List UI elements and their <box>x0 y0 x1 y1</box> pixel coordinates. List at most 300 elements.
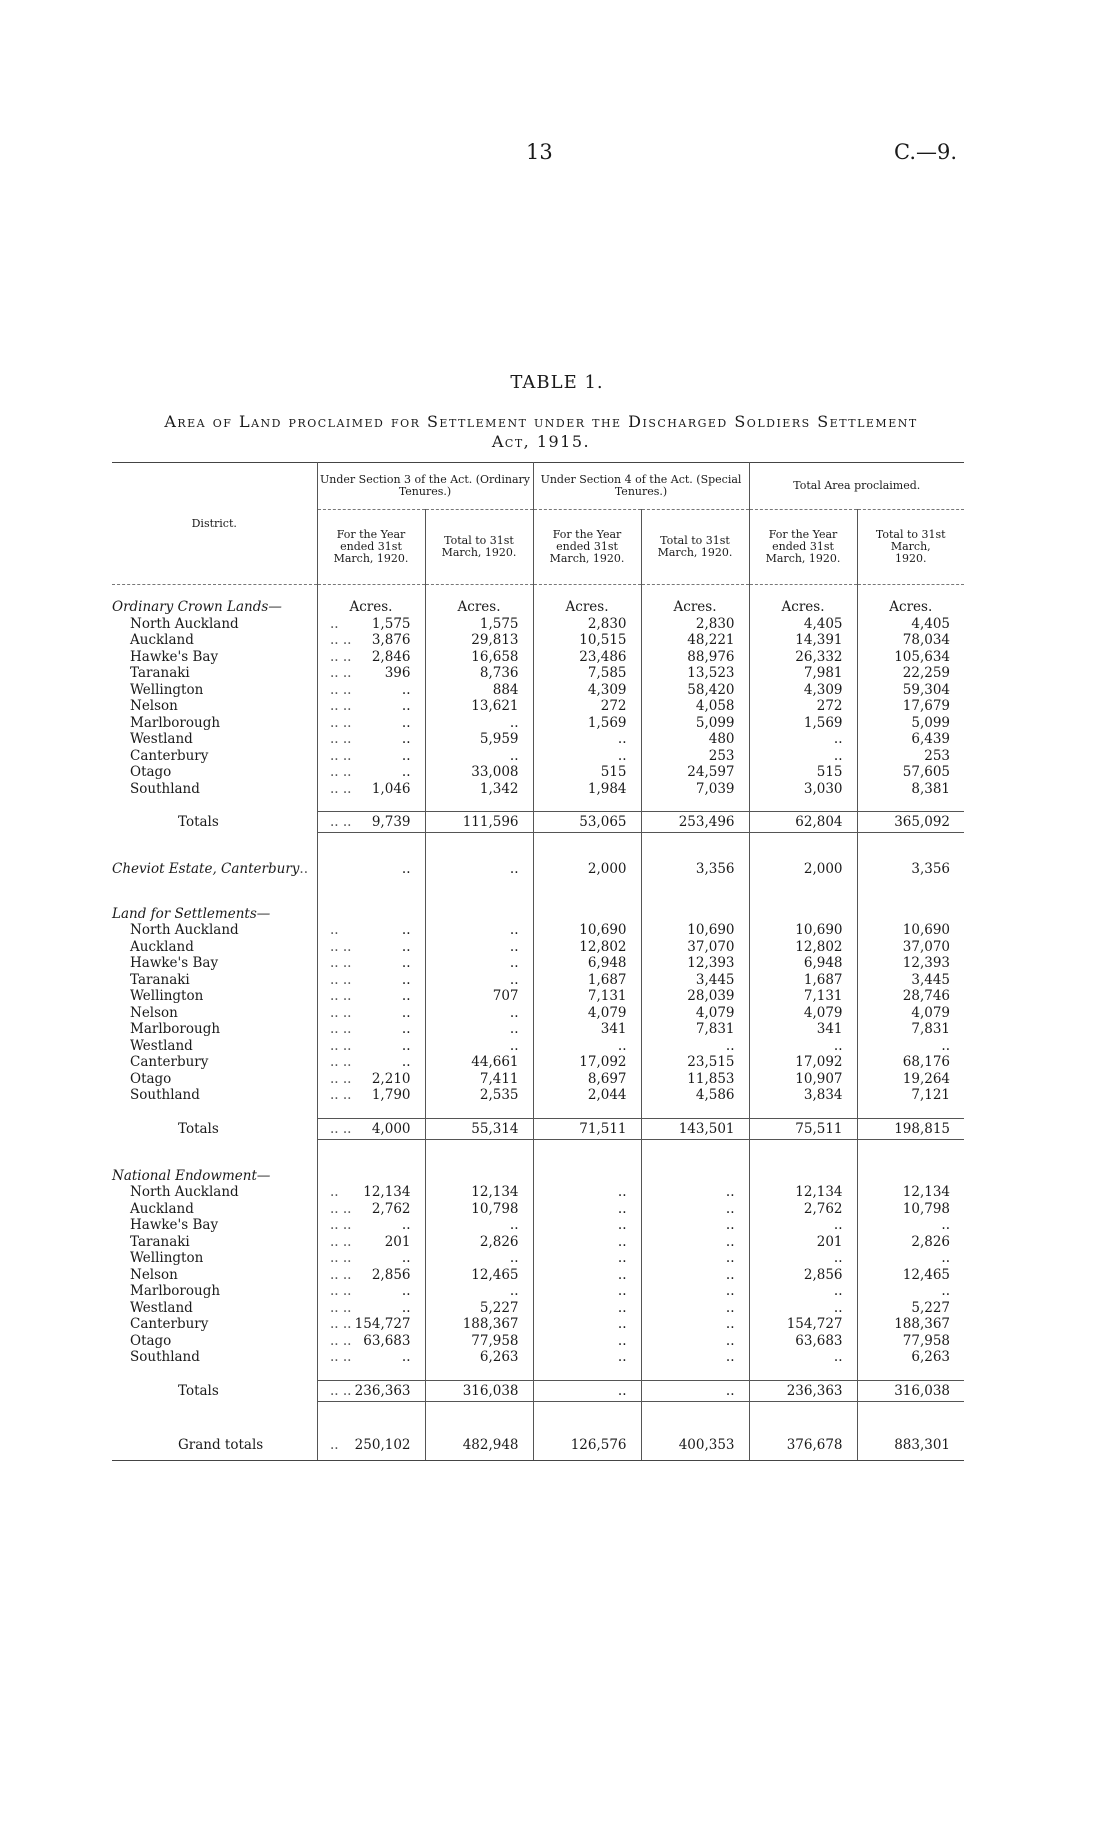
district-cell <box>112 1070 352 1088</box>
value-cell: 10,690 <box>749 922 857 939</box>
spacer-cell <box>641 797 749 812</box>
spacer-cell <box>641 833 749 848</box>
header-year-ended: For the Year ended 31st March, 1920. <box>749 510 857 585</box>
value-cell: 1,687 <box>533 972 641 989</box>
header-total-to: Total to 31st March, 1920. <box>425 510 533 585</box>
value-cell: 7,831 <box>641 1021 749 1038</box>
value-cell: .. <box>533 1217 641 1234</box>
value-cell: 4,586 <box>641 1087 749 1104</box>
value-cell: 26,332 <box>749 649 857 666</box>
value-cell: 4,405 <box>749 616 857 633</box>
district-cell <box>112 764 352 781</box>
value-cell: 12,802 <box>749 939 857 956</box>
leader-dots: .. .. <box>330 1332 352 1349</box>
district-name: Nelson <box>130 1004 178 1021</box>
district-cell <box>112 922 339 939</box>
grand-total-value-cell: 250,102 <box>317 1430 425 1461</box>
leader-dots: .. .. <box>330 731 352 747</box>
value-cell: 341 <box>749 1021 857 1038</box>
spacer-cell <box>533 1154 641 1168</box>
spacer-cell <box>533 585 641 600</box>
value-cell: 5,099 <box>857 715 964 732</box>
district-cell <box>112 1316 352 1333</box>
leader-dots: .. .. <box>330 971 352 988</box>
value-cell: 4,309 <box>749 682 857 699</box>
table-row <box>112 682 964 699</box>
total-value-cell: 111,596 <box>425 812 533 833</box>
table-row <box>112 972 964 989</box>
value-cell: 10,690 <box>857 922 964 939</box>
total-value-cell: 4,000 <box>317 1118 425 1139</box>
leader-dots: .. .. <box>330 1250 352 1266</box>
spacer-cell <box>641 1401 749 1416</box>
table-row <box>112 1054 964 1071</box>
spacer-row <box>112 797 964 812</box>
spacer-cell <box>533 833 641 848</box>
district-name: Otago <box>130 764 172 780</box>
total-value-cell: 253,496 <box>641 812 749 833</box>
value-cell: .. <box>641 1267 749 1284</box>
unit-label: Acres. <box>749 599 857 616</box>
total-value-cell: 71,511 <box>533 1118 641 1139</box>
value-cell: .. <box>317 988 425 1005</box>
value-cell: 272 <box>533 698 641 715</box>
spacer-cell <box>857 1416 964 1430</box>
value-cell: .. <box>317 1054 425 1071</box>
district-name: Westland <box>130 1037 193 1054</box>
grand-total-value-cell: 376,678 <box>749 1430 857 1461</box>
value-cell: .. <box>317 731 425 748</box>
spacer-cell <box>533 1401 641 1416</box>
totals-label-cell <box>112 1118 352 1139</box>
value-cell: .. <box>749 1250 857 1267</box>
value-cell: 1,342 <box>425 781 533 798</box>
leader-dots: .. .. <box>330 1021 352 1037</box>
district-cell <box>112 1233 352 1251</box>
empty-cell <box>425 1168 533 1185</box>
value-cell: .. <box>425 1021 533 1038</box>
table-row <box>112 939 964 956</box>
district-name: Wellington <box>130 681 204 698</box>
value-cell: .. <box>641 1300 749 1317</box>
spacer-cell <box>533 892 641 906</box>
table-row <box>112 1038 964 1055</box>
value-cell: 48,221 <box>641 632 749 649</box>
spacer-cell <box>533 797 641 812</box>
value-cell: .. <box>425 1250 533 1267</box>
value-cell: 10,798 <box>857 1201 964 1218</box>
leader-dots: .. .. <box>330 764 352 780</box>
spacer-cell <box>857 1401 964 1416</box>
table-row <box>112 1267 964 1284</box>
value-cell: 7,121 <box>857 1087 964 1104</box>
district-cell <box>112 1217 352 1234</box>
value-cell: .. <box>749 731 857 748</box>
leader-dots: .. <box>330 615 339 632</box>
district-cell <box>112 780 352 798</box>
value-cell: .. <box>749 1283 857 1300</box>
value-cell: .. <box>425 1038 533 1055</box>
spacer-cell <box>641 1416 749 1430</box>
value-cell: 105,634 <box>857 649 964 666</box>
value-cell: .. <box>533 1283 641 1300</box>
empty-cell <box>749 1168 857 1185</box>
spacer-cell <box>317 833 425 848</box>
value-cell: 253 <box>857 748 964 765</box>
header-total-to: Total to 31st March, 1920. <box>641 510 749 585</box>
value-cell: 707 <box>425 988 533 1005</box>
value-cell: 6,263 <box>857 1349 964 1366</box>
spacer-cell <box>112 1401 317 1416</box>
value-cell: 2,856 <box>749 1267 857 1284</box>
value-cell: .. <box>317 1283 425 1300</box>
header-group-total: Total Area proclaimed. <box>749 463 964 510</box>
value-cell: 12,134 <box>317 1184 425 1201</box>
district-name: Canterbury <box>130 1316 209 1332</box>
total-value-cell: 236,363 <box>317 1380 425 1401</box>
empty-cell <box>317 1168 425 1185</box>
value-cell: 12,393 <box>641 955 749 972</box>
value-cell: 6,948 <box>533 955 641 972</box>
value-cell: 12,465 <box>857 1267 964 1284</box>
value-cell: 3,030 <box>749 781 857 798</box>
district-name: Hawke's Bay <box>130 1217 219 1233</box>
district-name: Southland <box>130 1349 200 1365</box>
district-name: Taranaki <box>130 971 190 988</box>
spacer-cell <box>317 1154 425 1168</box>
value-cell: 1,687 <box>749 972 857 989</box>
spacer-cell <box>533 1416 641 1430</box>
spacer-row <box>112 1139 964 1154</box>
spacer-cell <box>641 878 749 892</box>
leader-dots: .. .. <box>330 665 352 681</box>
value-cell: 13,621 <box>425 698 533 715</box>
unit-label: Acres. <box>533 599 641 616</box>
spacer-cell <box>641 892 749 906</box>
district-name: Southland <box>130 1087 200 1103</box>
district-name: Taranaki <box>130 1233 190 1250</box>
total-value-cell: 75,511 <box>749 1118 857 1139</box>
spacer-cell <box>749 1401 857 1416</box>
value-cell: .. <box>641 1217 749 1234</box>
spacer-row <box>112 1366 964 1381</box>
value-cell: .. <box>533 1300 641 1317</box>
value-cell: 480 <box>641 731 749 748</box>
spacer-cell <box>749 847 857 861</box>
spacer-cell <box>317 892 425 906</box>
spacer-row <box>112 892 964 906</box>
district-name: Westland <box>130 1299 193 1316</box>
spacer-row <box>112 833 964 848</box>
spacer-cell <box>749 1366 857 1381</box>
value-cell: 10,798 <box>425 1201 533 1218</box>
leader-dots: .. .. <box>330 955 352 971</box>
value-cell: 5,227 <box>425 1300 533 1317</box>
spacer-cell <box>857 1139 964 1154</box>
value-cell: 63,683 <box>317 1333 425 1350</box>
district-name: Nelson <box>130 698 178 714</box>
settlement-table <box>112 462 964 1461</box>
district-cell <box>112 1349 352 1366</box>
leader-dots: .. .. <box>330 938 352 955</box>
header-year-ended: For the Year ended 31st March, 1920. <box>533 510 641 585</box>
value-cell: .. <box>425 715 533 732</box>
totals-label-cell <box>112 1380 352 1401</box>
table-subtitle-line-1: Area of Land proclaimed for Settlement under the Discharged Soldiers Settlement <box>164 412 918 431</box>
header-group-section3: Under Section 3 of the Act. (Ordinary Tenures.) <box>317 463 533 510</box>
district-name: Southland <box>130 780 200 797</box>
district-cell <box>112 1332 352 1350</box>
spacer-cell <box>857 1366 964 1381</box>
value-cell: 17,092 <box>749 1054 857 1071</box>
spacer-cell <box>112 585 317 600</box>
spacer-cell <box>749 892 857 906</box>
table-row <box>112 698 964 715</box>
table-row <box>112 764 964 781</box>
district-name: Wellington <box>130 988 204 1004</box>
spacer-cell <box>641 585 749 600</box>
value-cell: 201 <box>317 1234 425 1251</box>
value-cell: .. <box>425 972 533 989</box>
district-name: Marlborough <box>130 714 221 731</box>
leader-dots: .. .. <box>330 648 352 665</box>
table-row <box>112 1250 964 1267</box>
district-cell <box>112 955 352 972</box>
value-cell: 11,853 <box>641 1071 749 1088</box>
section-label: Cheviot Estate, Canterbury <box>112 861 300 877</box>
district-cell <box>112 988 352 1005</box>
spacer-row <box>112 585 964 600</box>
value-cell: 515 <box>749 764 857 781</box>
table-row <box>112 649 964 666</box>
value-cell: 201 <box>749 1234 857 1251</box>
value-cell: .. <box>749 748 857 765</box>
unit-label: Acres. <box>425 599 533 616</box>
value-cell: 19,264 <box>857 1071 964 1088</box>
leader-dots: .. .. <box>330 780 352 797</box>
district-cell <box>112 747 352 765</box>
district-cell <box>112 1004 352 1022</box>
leader-dots: .. .. <box>330 1349 352 1365</box>
spacer-cell <box>112 878 317 892</box>
value-cell: 2,762 <box>749 1201 857 1218</box>
value-cell: 12,393 <box>857 955 964 972</box>
empty-cell <box>857 1168 964 1185</box>
spacer-row <box>112 1416 964 1430</box>
district-cell <box>112 1054 352 1071</box>
spacer-cell <box>112 1104 317 1119</box>
value-cell: 63,683 <box>749 1333 857 1350</box>
district-name: Westland <box>130 731 193 747</box>
value-cell: 154,727 <box>749 1316 857 1333</box>
value-cell: 396 <box>317 665 425 682</box>
value-cell: 8,381 <box>857 781 964 798</box>
spacer-cell <box>641 1366 749 1381</box>
value-cell: 6,439 <box>857 731 964 748</box>
unit-label: Acres. <box>857 599 964 616</box>
table-row <box>112 922 964 939</box>
value-cell: 4,405 <box>857 616 964 633</box>
value-cell: .. <box>857 1217 964 1234</box>
value-cell: 5,099 <box>641 715 749 732</box>
leader-dots: .. .. <box>330 814 352 830</box>
total-value-cell: 365,092 <box>857 812 964 833</box>
district-cell <box>112 648 352 666</box>
value-cell: 78,034 <box>857 632 964 649</box>
value-cell: 2,830 <box>641 616 749 633</box>
value-cell: 7,411 <box>425 1071 533 1088</box>
value-cell: 77,958 <box>857 1333 964 1350</box>
spacer-cell <box>112 1139 317 1154</box>
spacer-row <box>112 1104 964 1119</box>
spacer-cell <box>641 847 749 861</box>
value-cell: 12,465 <box>425 1267 533 1284</box>
district-cell <box>112 615 339 633</box>
value-cell: .. <box>641 1184 749 1201</box>
table-row <box>112 632 964 649</box>
value-cell: .. <box>317 764 425 781</box>
total-value-cell: .. <box>533 1380 641 1401</box>
value-cell: 2,044 <box>533 1087 641 1104</box>
value-cell: .. <box>317 955 425 972</box>
value-cell: 188,367 <box>425 1316 533 1333</box>
district-name: North Auckland <box>130 1184 239 1200</box>
district-cell <box>112 714 352 732</box>
spacer-cell <box>317 1366 425 1381</box>
spacer-cell <box>857 797 964 812</box>
table-body <box>112 585 964 1461</box>
value-cell: 272 <box>749 698 857 715</box>
header-year-ended: For the Year ended 31st March, 1920. <box>317 510 425 585</box>
district-name: Nelson <box>130 1266 178 1283</box>
spacer-cell <box>533 1139 641 1154</box>
value-cell: 33,008 <box>425 764 533 781</box>
spacer-cell <box>641 1139 749 1154</box>
leader-dots: .. .. <box>330 1382 352 1399</box>
value-cell: 22,259 <box>857 665 964 682</box>
section-label: National Endowment— <box>112 1167 271 1184</box>
value-cell: 6,263 <box>425 1349 533 1366</box>
unit-label: Acres. <box>641 599 749 616</box>
empty-cell <box>749 906 857 923</box>
value-cell: 2,826 <box>857 1234 964 1251</box>
document-reference: C.—9. <box>894 140 958 164</box>
value-cell: .. <box>425 861 533 878</box>
grand-total-value-cell: 482,948 <box>425 1430 533 1461</box>
empty-cell <box>533 1168 641 1185</box>
spacer-cell <box>112 892 317 906</box>
value-cell: .. <box>425 1283 533 1300</box>
totals-row <box>112 1380 964 1401</box>
value-cell: 12,134 <box>749 1184 857 1201</box>
value-cell: .. <box>317 1021 425 1038</box>
leader-dots: .. .. <box>330 1070 352 1087</box>
spacer-cell <box>425 833 533 848</box>
value-cell: .. <box>641 1316 749 1333</box>
value-cell: .. <box>533 1201 641 1218</box>
value-cell: 28,746 <box>857 988 964 1005</box>
value-cell: .. <box>425 1217 533 1234</box>
value-cell: 7,131 <box>749 988 857 1005</box>
value-cell: 3,445 <box>857 972 964 989</box>
value-cell: .. <box>533 1234 641 1251</box>
value-cell: 6,948 <box>749 955 857 972</box>
value-cell: 12,802 <box>533 939 641 956</box>
value-cell: .. <box>317 698 425 715</box>
grand-totals-row <box>112 1430 964 1461</box>
spacer-cell <box>317 585 425 600</box>
value-cell: .. <box>317 861 425 878</box>
value-cell: 7,131 <box>533 988 641 1005</box>
table-row <box>112 1087 964 1104</box>
table-row <box>112 665 964 682</box>
total-value-cell: 316,038 <box>857 1380 964 1401</box>
value-cell: .. <box>317 1005 425 1022</box>
value-cell: 154,727 <box>317 1316 425 1333</box>
district-cell <box>112 1184 339 1201</box>
value-cell: .. <box>641 1201 749 1218</box>
spacer-cell <box>857 833 964 848</box>
leader-dots: .. .. <box>330 714 352 731</box>
district-cell <box>112 1266 352 1284</box>
district-cell <box>112 861 317 878</box>
leader-dots: .. .. <box>330 988 352 1004</box>
totals-label: Totals <box>178 1120 219 1137</box>
table-row <box>112 748 964 765</box>
table-row <box>112 1184 964 1201</box>
grand-total-value-cell: 126,576 <box>533 1430 641 1461</box>
spacer-cell <box>749 878 857 892</box>
spacer-cell <box>317 797 425 812</box>
value-cell: 4,079 <box>749 1005 857 1022</box>
spacer-cell <box>533 1104 641 1119</box>
spacer-cell <box>112 833 317 848</box>
spacer-cell <box>857 878 964 892</box>
leader-dots: .. .. <box>330 1266 352 1283</box>
value-cell: 17,092 <box>533 1054 641 1071</box>
value-cell: .. <box>533 1250 641 1267</box>
spacer-cell <box>425 892 533 906</box>
total-value-cell: 62,804 <box>749 812 857 833</box>
value-cell: .. <box>317 748 425 765</box>
district-cell <box>112 1299 352 1317</box>
table-row <box>112 1201 964 1218</box>
value-cell: 57,605 <box>857 764 964 781</box>
value-cell: .. <box>317 1217 425 1234</box>
leader-dots: .. <box>330 1436 339 1453</box>
district-name: Canterbury <box>130 747 209 764</box>
district-name: Hawke's Bay <box>130 955 219 971</box>
value-cell: 515 <box>533 764 641 781</box>
value-cell: 37,070 <box>857 939 964 956</box>
leader-dots: .. .. <box>330 1004 352 1021</box>
value-cell: 10,690 <box>641 922 749 939</box>
district-cell <box>112 938 352 956</box>
value-cell: .. <box>533 1316 641 1333</box>
leader-dots: .. <box>330 1184 339 1200</box>
value-cell: 2,830 <box>533 616 641 633</box>
value-cell: 3,876 <box>317 632 425 649</box>
table-row <box>112 1217 964 1234</box>
totals-label: Totals <box>178 1382 219 1399</box>
district-name: Taranaki <box>130 665 190 681</box>
value-cell: .. <box>857 1038 964 1055</box>
spacer-cell <box>317 878 425 892</box>
leader-dots: .. .. <box>330 681 352 698</box>
spacer-cell <box>857 1104 964 1119</box>
table-row <box>112 781 964 798</box>
value-cell: 88,976 <box>641 649 749 666</box>
